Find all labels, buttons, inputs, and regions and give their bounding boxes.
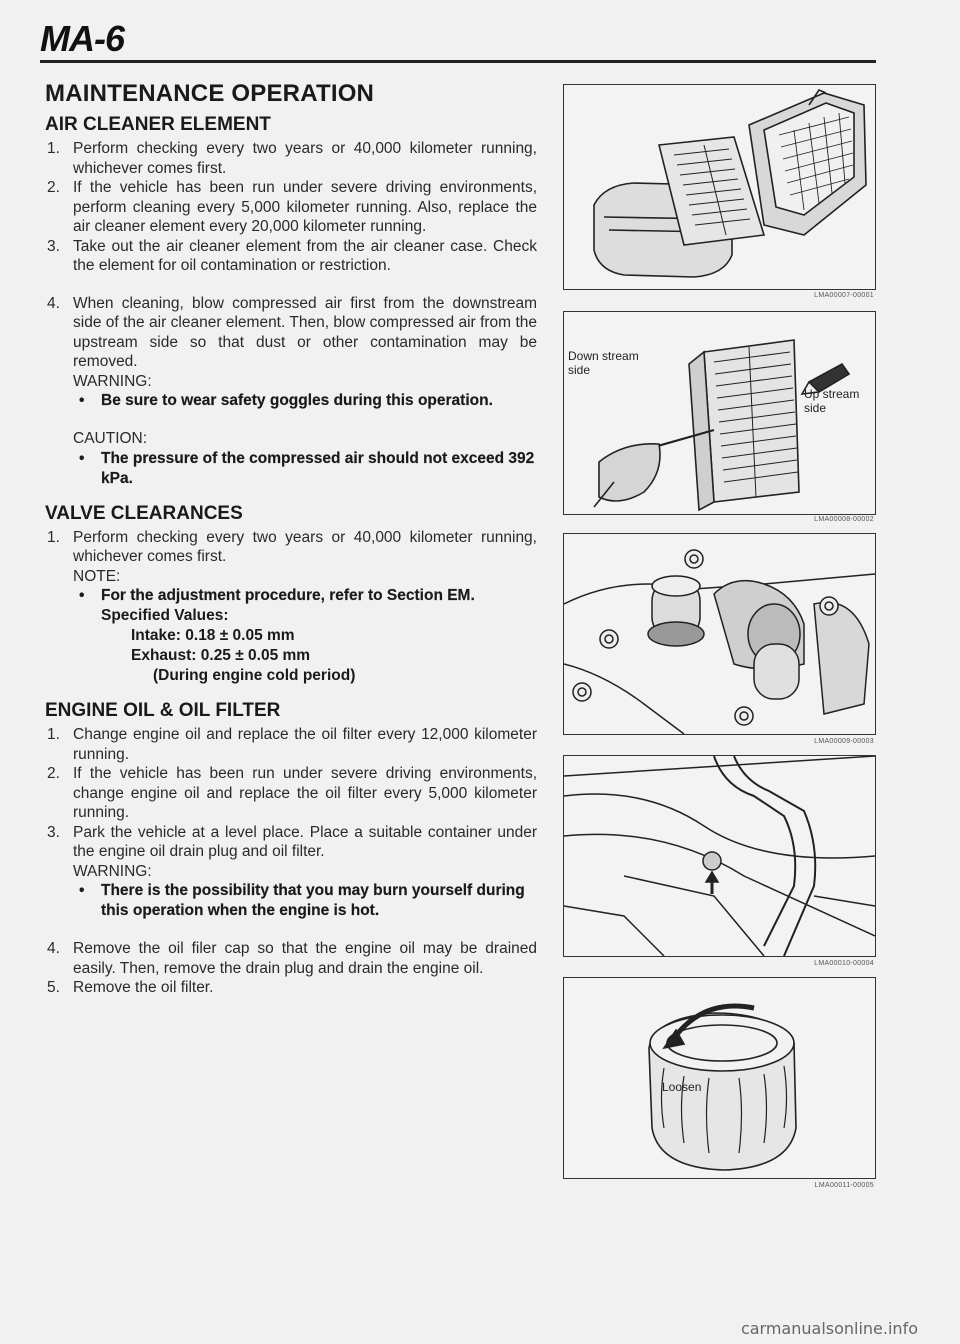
figure-valve-train — [563, 533, 876, 735]
step-item: 1. Change engine oil and replace the oil filter every 12,000 kilometer running. — [47, 726, 537, 763]
svg-text:side: side — [804, 401, 827, 415]
warning-label: WARNING: — [73, 372, 152, 390]
figure-code: LMA00009-00003 — [814, 738, 874, 745]
section-heading-engine-oil: ENGINE OIL & OIL FILTER — [45, 700, 281, 721]
step-item: 2. If the vehicle has been run under severe driving environments, change engine oil and replace the oil filter every 5,000 kilometer running. — [47, 765, 537, 821]
step-item: 3. Park the vehicle at a level place. Place a suitable container under the engine oil drain plug and oil filter. — [47, 823, 537, 860]
label-upstream: Up stream — [804, 387, 860, 401]
page-number: MA-6 — [40, 18, 124, 59]
figure-code: LMA00007-00001 — [814, 292, 874, 299]
warning-bullet: • There is the possibility that you may burn yourself during this operation when the engine is hot. — [79, 882, 525, 919]
step-item: 5. Remove the oil filter. — [47, 979, 214, 996]
section-heading-air-cleaner: AIR CLEANER ELEMENT — [45, 114, 271, 135]
step-item: 1. Perform checking every two years or 40,000 kilometer running, whichever comes first. — [47, 528, 537, 565]
warning-bullet: • Be sure to wear safety goggles during this operation. — [79, 392, 493, 409]
step-item: 2. If the vehicle has been run under severe driving environments, perform cleaning every 5,000 kilometer running. Also, replace the air cleaner element every 20,000 kilometer running. — [47, 179, 537, 235]
spec-title: Specified Values: — [101, 607, 229, 624]
step-item: 1. Perform checking every two years or 40,000 kilometer running, whichever comes first. — [47, 140, 537, 177]
figure-code: LMA00010-00004 — [814, 960, 874, 967]
note-bullet: • For the adjustment procedure, refer to Section EM. — [79, 587, 475, 604]
caution-bullet: • The pressure of the compressed air should not exceed 392 kPa. — [79, 449, 535, 487]
figure-compressed-air — [563, 311, 876, 515]
caution-label: CAUTION: — [73, 430, 148, 447]
text-column — [45, 80, 537, 998]
label-loosen: Loosen — [662, 1080, 702, 1094]
step-item: 3. Take out the air cleaner element from the air cleaner case. Check the element for oil contamination or restriction. — [47, 237, 537, 274]
figure-air-cleaner-case — [563, 84, 876, 290]
spec-exhaust: Exhaust: 0.25 ± 0.05 mm — [131, 647, 311, 664]
step-item: 4. Remove the oil filer cap so that the engine oil may be drained easily. Then, remove the drain plug and drain the engine oil. — [47, 940, 537, 977]
figure-drain-plug — [563, 755, 876, 957]
spec-intake: Intake: 0.18 ± 0.05 mm — [131, 627, 295, 644]
section-heading-valve: VALVE CLEARANCES — [45, 502, 243, 524]
watermark: carmanualsonline.info — [740, 1319, 918, 1338]
figure-oil-filter — [563, 977, 876, 1179]
page-title: MAINTENANCE OPERATION — [45, 80, 375, 107]
svg-text:side: side — [568, 363, 591, 377]
note-label: NOTE: — [73, 567, 121, 585]
figure-code: LMA00011-00005 — [814, 1182, 874, 1189]
header-rule — [40, 60, 876, 63]
warning-label: WARNING: — [73, 862, 152, 880]
spec-condition: (During engine cold period) — [153, 667, 356, 684]
step-item: 4. When cleaning, blow compressed air first from the downstream side of the air cleaner element. Then, blow compressed air from the upstream side so that dust or other contamination may be removed. — [47, 294, 537, 370]
label-downstream: Down stream — [568, 349, 639, 363]
figure-code: LMA00008-00002 — [814, 516, 874, 523]
